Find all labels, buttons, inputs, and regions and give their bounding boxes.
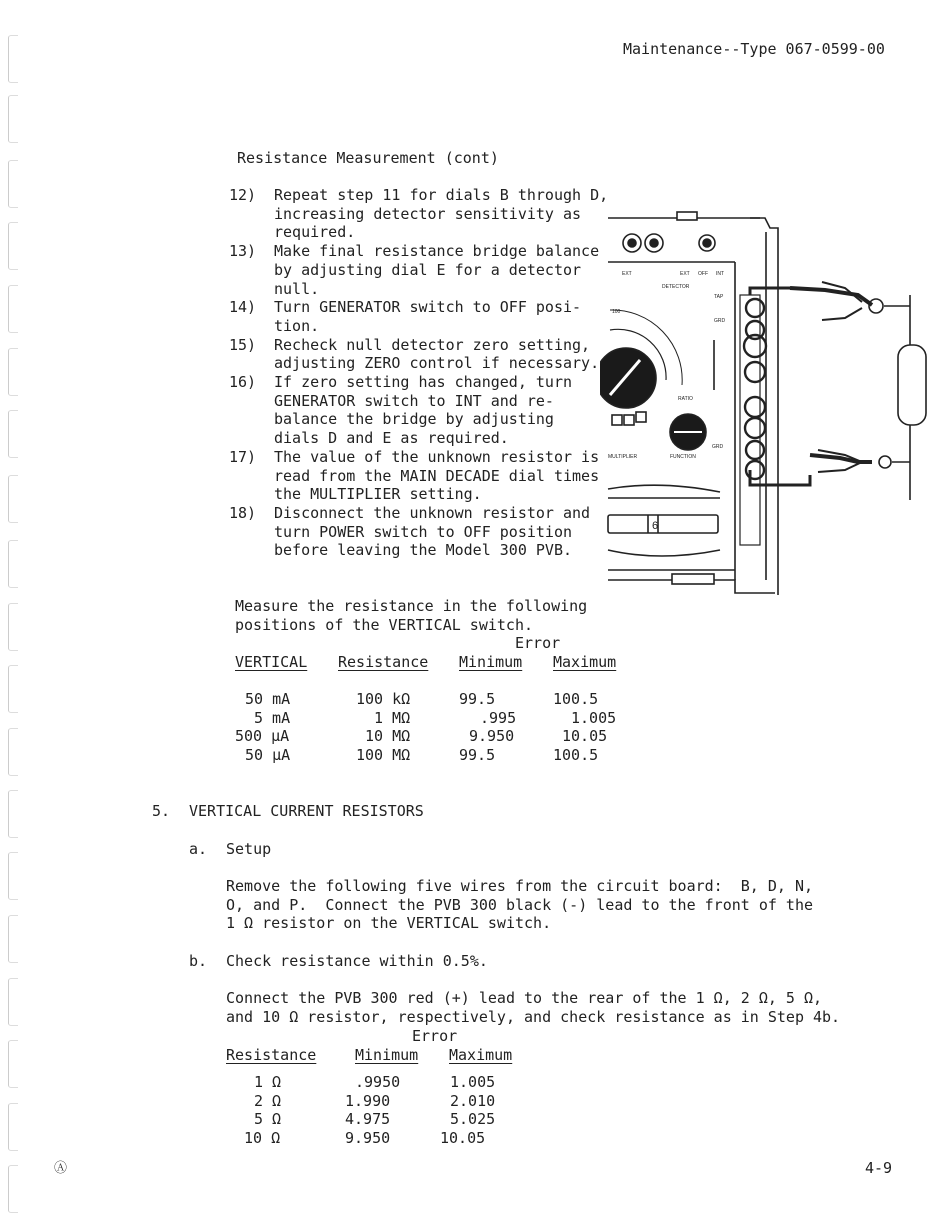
paragraph-line: O, and P. Connect the PVB 300 black (-) lead to the front of the	[226, 895, 813, 914]
grd-label: GRD	[712, 444, 724, 450]
step-text-line: balance the bridge by adjusting	[274, 410, 554, 429]
step-text-line: GENERATOR switch to INT and re-	[274, 391, 554, 410]
step-text-line: The value of the unknown resistor is	[274, 447, 600, 466]
column-header: Resistance	[226, 1046, 317, 1064]
section-heading: Resistance Measurement (cont)	[237, 149, 499, 167]
table-cell: 99.5	[459, 690, 496, 708]
table-cell: 5 mA	[254, 708, 291, 727]
intro-line: Measure the resistance in the following	[235, 597, 588, 615]
table-cell: 10 Ω	[244, 1129, 281, 1148]
step-text-line: by adjusting dial E for a detector	[274, 260, 582, 279]
subsection-label: b.	[189, 952, 208, 970]
paragraph-line: Connect the PVB 300 red (+) lead to the rear of the 1 Ω, 2 Ω, 5 Ω,	[226, 989, 823, 1007]
table-cell: 1.990	[345, 1091, 391, 1110]
publisher-logo: Ⓐ	[54, 1161, 68, 1176]
step-text-line: Make final resistance bridge balance	[274, 242, 600, 261]
table-cell: 5.025	[450, 1110, 496, 1129]
paragraph-line: 1 Ω resistor on the VERTICAL switch.	[226, 914, 552, 933]
table-cell: 1.005	[571, 708, 617, 727]
step-text-line: before leaving the Model 300 PVB.	[274, 541, 573, 560]
step-text-line: the MULTIPLIER setting.	[274, 485, 482, 504]
step-text-line: required.	[274, 223, 356, 242]
step-number: 14)	[229, 298, 257, 317]
step-text-line: adjusting ZERO control if necessary.	[274, 354, 600, 373]
column-header: VERTICAL	[235, 653, 308, 671]
step-text-line: tion.	[274, 316, 320, 335]
table-cell: 10 MΩ	[365, 727, 411, 746]
step-number: 17)	[229, 447, 257, 466]
ext-label: EXT	[680, 271, 690, 277]
multiplier-label: MULTIPLIER	[608, 454, 638, 460]
table-cell: 1 MΩ	[374, 708, 411, 727]
subsection-title: Check resistance within 0.5%.	[226, 952, 488, 970]
table-cell: 99.5	[459, 746, 496, 765]
digit-window-label: 6	[652, 520, 659, 532]
section-number: 5.	[152, 802, 171, 820]
subsection-label: a.	[189, 840, 208, 858]
table-cell: 1 Ω	[254, 1073, 282, 1091]
table-cell: 50 μA	[245, 746, 291, 765]
section-title: VERTICAL CURRENT RESISTORS	[189, 802, 424, 820]
table-cell: 9.950	[469, 727, 515, 746]
column-header: Maximum	[553, 653, 617, 671]
table-cell: 100 kΩ	[356, 690, 411, 708]
instrument-illustration	[600, 200, 940, 605]
table-cell: 10.05	[562, 727, 608, 746]
step-text-line: null.	[274, 279, 320, 298]
table-cell: 10.05	[440, 1129, 486, 1148]
dial-label: 100	[612, 309, 621, 315]
table-cell: 2.010	[450, 1091, 496, 1110]
error-header: Error	[412, 1027, 458, 1045]
int-label: INT	[716, 271, 725, 277]
step-number: 15)	[229, 335, 257, 354]
step-text-line: Recheck null detector zero setting,	[274, 335, 591, 354]
column-header: Resistance	[338, 653, 429, 671]
table-cell: .9950	[355, 1073, 401, 1091]
table-cell: 100 MΩ	[356, 746, 411, 765]
step-text-line: Repeat step 11 for dials B through D,	[274, 186, 609, 204]
step-number: 13)	[229, 242, 257, 261]
ratio-label: RATIO	[678, 396, 693, 402]
detector-label: DETECTOR	[662, 284, 690, 290]
table-cell: 1.005	[450, 1073, 496, 1091]
off-label: OFF	[698, 271, 708, 277]
column-header: Minimum	[459, 653, 523, 671]
step-text-line: turn POWER switch to OFF position	[274, 522, 573, 541]
grd-label: GRD	[714, 318, 726, 324]
table-cell: 100.5	[553, 690, 599, 708]
table-cell: 500 μA	[235, 727, 290, 746]
step-number: 12)	[229, 186, 257, 204]
step-text-line: Disconnect the unknown resistor and	[274, 503, 591, 522]
paragraph-line: Remove the following five wires from the circuit board: B, D, N,	[226, 877, 813, 895]
step-number: 18)	[229, 503, 257, 522]
table-cell: 50 mA	[245, 690, 291, 708]
step-text-line: dials D and E as required.	[274, 429, 509, 448]
page-number: 4-9	[865, 1159, 893, 1177]
step-text-line: Turn GENERATOR switch to OFF posi-	[274, 298, 582, 317]
ext-label: EXT	[622, 271, 632, 277]
table-cell: 5 Ω	[254, 1110, 282, 1129]
table-cell: 9.950	[345, 1129, 391, 1148]
column-header: Maximum	[449, 1046, 513, 1064]
step-text-line: If zero setting has changed, turn	[274, 373, 573, 391]
table-cell: 4.975	[345, 1110, 391, 1129]
tap-label: TAP	[714, 294, 724, 300]
step-number: 16)	[229, 373, 257, 391]
paragraph-line: and 10 Ω resistor, respectively, and check resistance as in Step 4b.	[226, 1007, 841, 1026]
table-cell: .995	[480, 708, 517, 727]
step-text-line: increasing detector sensitivity as	[274, 204, 582, 223]
column-header: Minimum	[355, 1046, 419, 1064]
table-cell: 2 Ω	[254, 1091, 282, 1110]
intro-line: positions of the VERTICAL switch.	[235, 615, 534, 634]
function-label: FUNCTION	[670, 454, 696, 460]
step-text-line: read from the MAIN DECADE dial times	[274, 466, 600, 485]
table-cell: 100.5	[553, 746, 599, 765]
subsection-title: Setup	[226, 840, 272, 858]
error-header: Error	[515, 634, 561, 652]
page-header: Maintenance--Type 067-0599-00	[623, 40, 885, 58]
